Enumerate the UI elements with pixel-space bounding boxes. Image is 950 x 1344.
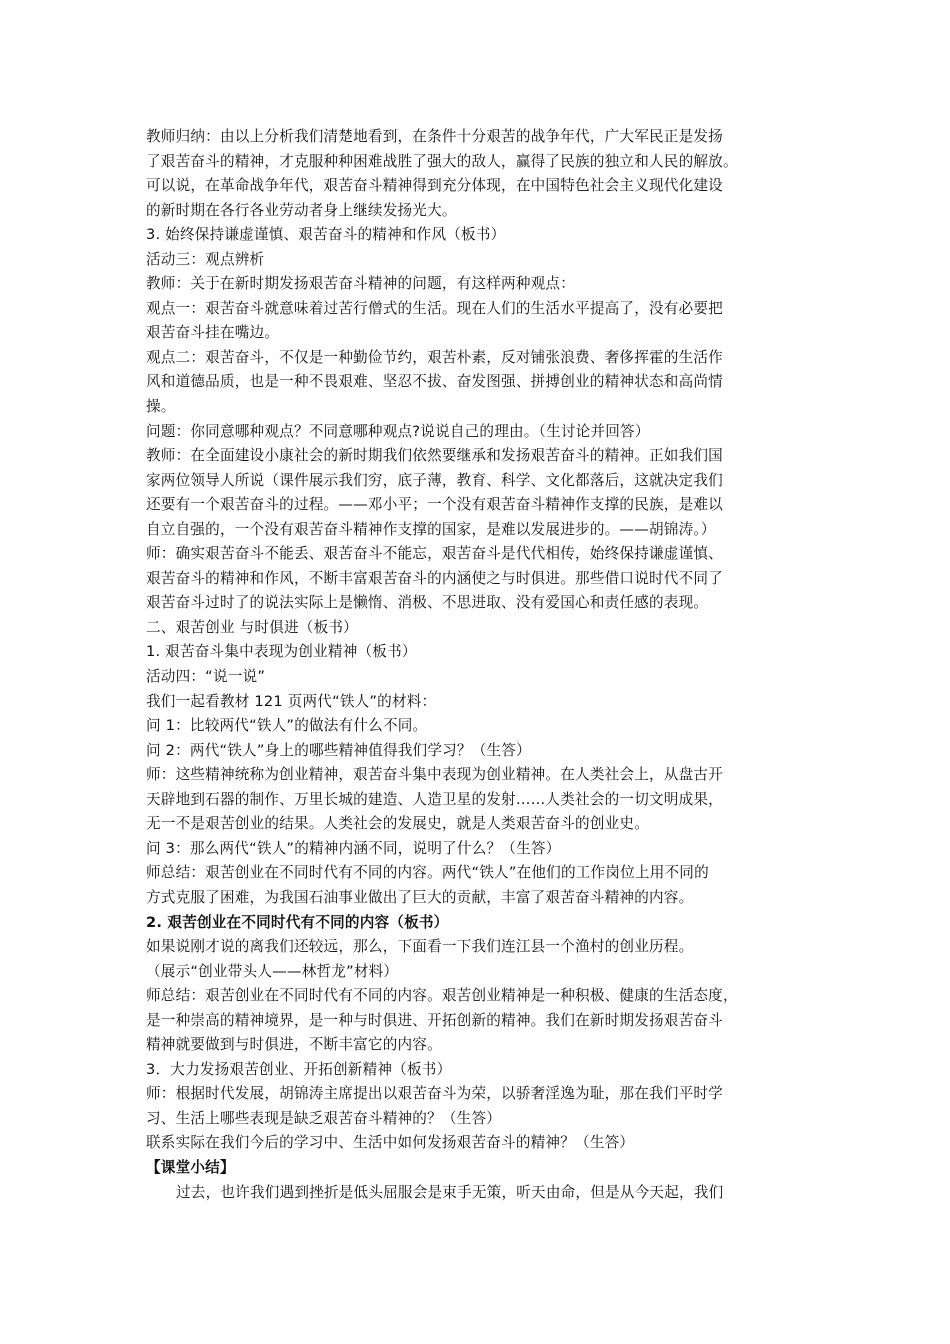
text-line: 3. 始终保持谦虚谨慎、艰苦奋斗的精神和作风（板书） — [146, 226, 506, 244]
text-line: 方式克服了困难，为我国石油事业做出了巨大的贡献，丰富了艰苦奋斗精神的内容。 — [146, 888, 694, 906]
text-line: 精神就要做到与时俱进，不断丰富它的内容。 — [146, 1036, 442, 1054]
text-line: 问 2：两代“铁人”身上的哪些精神值得我们学习？（生答） — [146, 741, 531, 759]
text-line: 艰苦奋斗过时了的说法实际上是懒惰、消极、不思进取、没有爱国心和责任感的表现。 — [146, 594, 709, 612]
text-line: 2. 艰苦创业在不同时代有不同的内容（板书） — [146, 913, 449, 931]
text-line: 天辟地到石器的制作、万里长城的建造、人造卫星的发射……人类社会的一切文明成果， — [146, 790, 723, 808]
text-line: 过去，也许我们遇到挫折是低头屈服会是束手无策，听天由命，但是从今天起，我们 — [176, 1183, 724, 1201]
text-line: 的新时期在各行各业劳动者身上继续发扬光大。 — [146, 201, 457, 219]
text-line: 问 3：那么两代“铁人”的精神内涵不同，说明了什么？（生答） — [146, 839, 561, 857]
text-line: 家两位领导人所说（课件展示我们穷，底子薄，教育、科学、文化都落后，这就决定我们 — [146, 471, 723, 489]
text-line: 问题：你同意哪种观点？不同意哪种观点?说说自己的理由。（生讨论并回答） — [146, 422, 650, 440]
text-line: 教师：在全面建设小康社会的新时期我们依然要继承和发扬艰苦奋斗的精神。正如我们国 — [146, 447, 723, 465]
text-line: 自立自强的，一个没有艰苦奋斗精神作支撑的国家，是难以发展进步的。——胡锦涛。） — [146, 520, 716, 538]
text-line: 观点一：艰苦奋斗就意味着过苦行僧式的生活。现在人们的生活水平提高了，没有必要把 — [146, 299, 723, 317]
text-line: 艰苦奋斗挂在嘴边。 — [146, 324, 280, 342]
text-line: 无一不是艰苦创业的结果。人类社会的发展史，就是人类艰苦奋斗的创业史。 — [146, 815, 649, 833]
text-line: 联系实际在我们今后的学习中、生活中如何发扬艰苦奋斗的精神？（生答） — [146, 1134, 635, 1152]
text-line: 师总结：艰苦创业在不同时代有不同的内容。艰苦创业精神是一种积极、健康的生活态度， — [146, 987, 738, 1005]
text-line: 我们一起看教材 121 页两代“铁人”的材料： — [146, 692, 437, 710]
text-line: 师：确实艰苦奋斗不能丢、艰苦奋斗不能忘，艰苦奋斗是代代相传，始终保持谦虚谨慎、 — [146, 545, 723, 563]
text-line: 风和道德品质，也是一种不畏艰难、坚忍不拔、奋发图强、拼搏创业的精神状态和高尚情 — [146, 373, 723, 391]
text-line: 可以说，在革命战争年代，艰苦奋斗精神得到充分体现，在中国特色社会主义现代化建设 — [146, 177, 723, 195]
text-line: 问 1：比较两代“铁人”的做法有什么不同。 — [146, 717, 428, 735]
text-line: 艰苦奋斗的精神和作风，不断丰富艰苦奋斗的内涵使之与时俱进。那些借口说时代不同了 — [146, 569, 723, 587]
text-line: 师：根据时代发展，胡锦涛主席提出以艰苦奋斗为荣，以骄奢淫逸为耻，那在我们平时学 — [146, 1085, 723, 1103]
text-line: 二、艰苦创业 与时俱进（板书） — [146, 618, 358, 636]
text-line: 师总结：艰苦创业在不同时代有不同的内容。两代“铁人”在他们的工作岗位上用不同的 — [146, 864, 709, 882]
text-line: 还要有一个艰苦奋斗的过程。——邓小平；一个没有艰苦奋斗精神作支撑的民族，是难以 — [146, 496, 723, 514]
text-line: 教师归纳：由以上分析我们清楚地看到，在条件十分艰苦的战争年代，广大军民正是发扬 — [146, 128, 723, 145]
text-line: （展示“创业带头人——林哲龙”材料） — [146, 962, 399, 980]
text-line: 师：这些精神统称为创业精神，艰苦奋斗集中表现为创业精神。在人类社会上，从盘古开 — [146, 766, 723, 784]
text-line: 如果说刚才说的离我们还较远，那么，下面看一下我们连江县一个渔村的创业历程。 — [146, 938, 694, 956]
document-body — [146, 125, 812, 1205]
text-line: 习、生活上哪些表现是缺乏艰苦奋斗精神的？（生答） — [146, 1109, 502, 1127]
text-line: 教师：关于在新时期发扬艰苦奋斗精神的问题，有这样两种观点： — [146, 275, 576, 293]
text-line: 观点二：艰苦奋斗，不仅是一种勤俭节约，艰苦朴素，反对铺张浪费、奢侈挥霍的生活作 — [146, 348, 723, 366]
text-line: 活动四：“说一说” — [146, 668, 266, 686]
text-line: 操。 — [146, 398, 176, 416]
text-line: 了艰苦奋斗的精神，才克服种种困难战胜了强大的敌人，赢得了民族的独立和人民的解放。 — [146, 152, 738, 170]
text-line: 1. 艰苦奋斗集中表现为创业精神（板书） — [146, 643, 417, 661]
text-line: 活动三：观点辨析 — [146, 250, 265, 268]
text-line: 3．大力发扬艰苦创业、开拓创新精神（板书） — [146, 1060, 452, 1078]
text-line: 【课堂小结】 — [146, 1158, 235, 1176]
text-line: 是一种崇高的精神境界，是一种与时俱进、开拓创新的精神。我们在新时期发扬艰苦奋斗 — [146, 1011, 723, 1029]
